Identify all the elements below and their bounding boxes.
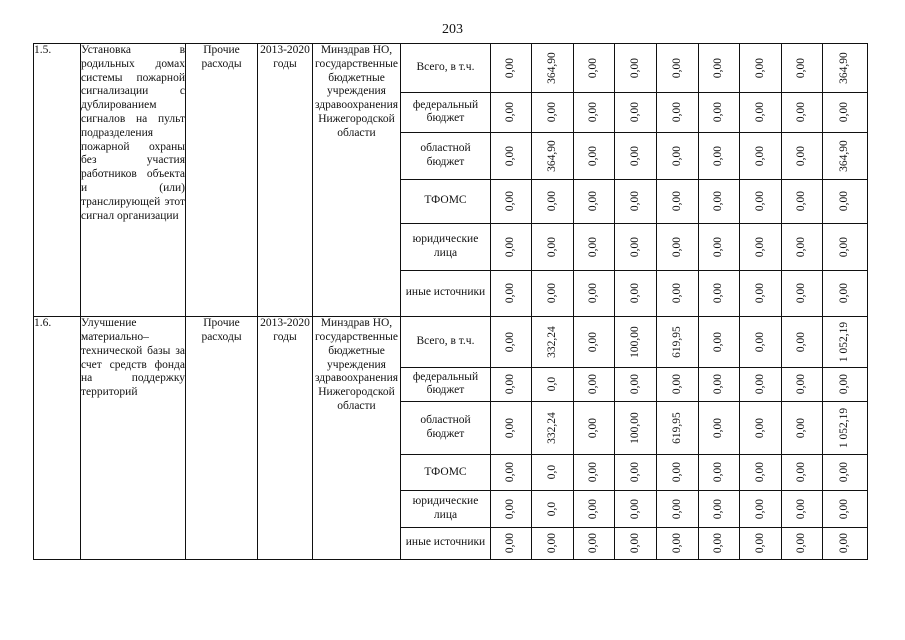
amount-cell	[740, 92, 782, 132]
amount-value: 0,00	[587, 533, 600, 554]
amount-value: 619,95	[670, 412, 683, 444]
amount-cell	[699, 527, 740, 559]
amount-value: 364,90	[838, 139, 851, 172]
amount-value: 0,00	[504, 145, 517, 166]
amount-cell	[532, 367, 574, 401]
amount-value: 0,00	[587, 498, 600, 519]
amount-cell	[491, 491, 532, 527]
funding-source: Всего, в т.ч.	[401, 317, 491, 368]
amount-cell	[823, 367, 868, 401]
amount-value: 0,00	[795, 191, 808, 212]
amount-cell	[782, 317, 823, 368]
amount-value: 0,00	[795, 145, 808, 166]
amount-cell	[782, 367, 823, 401]
amount-cell	[740, 527, 782, 559]
amount-cell	[615, 527, 657, 559]
amount-value: 0,0	[545, 377, 558, 392]
amount-value: 0,00	[712, 145, 725, 166]
amount-cell	[532, 402, 574, 455]
amount-value: 0,00	[753, 236, 766, 257]
amount-cell	[740, 179, 782, 224]
amount-cell	[532, 491, 574, 527]
amount-cell	[699, 133, 740, 180]
amount-cell	[491, 44, 532, 93]
amount-cell	[574, 454, 615, 490]
amount-value: 0,00	[838, 191, 851, 212]
executor: Минздрав НО, государственные бюджетные учреждения здравоохранения Нижегородской области	[313, 44, 401, 317]
amount-value: 0,00	[838, 374, 851, 395]
amount-cell	[782, 133, 823, 180]
amount-cell	[740, 270, 782, 317]
amount-value: 0,00	[753, 374, 766, 395]
amount-value: 0,00	[838, 236, 851, 257]
funding-source: юридические лица	[401, 491, 491, 527]
amount-value: 0,00	[795, 533, 808, 554]
amount-cell	[532, 527, 574, 559]
amount-value: 0,00	[712, 462, 725, 483]
amount-cell	[740, 224, 782, 271]
funding-source: иные источники	[401, 527, 491, 559]
amount-value: 0,00	[670, 283, 683, 304]
amount-cell	[782, 44, 823, 93]
amount-value: 0,00	[628, 236, 641, 257]
amount-value: 0,00	[587, 57, 600, 78]
amount-cell	[699, 317, 740, 368]
amount-value: 0,00	[504, 191, 517, 212]
amount-value: 100,00	[628, 412, 641, 444]
amount-value: 0,00	[628, 462, 641, 483]
amount-cell	[491, 402, 532, 455]
amount-cell	[491, 92, 532, 132]
amount-value: 332,24	[545, 326, 558, 358]
amount-cell	[699, 224, 740, 271]
amount-cell	[574, 44, 615, 93]
amount-value: 0,00	[670, 191, 683, 212]
amount-cell	[657, 224, 699, 271]
executor: Минздрав НО, государственные бюджетные учреждения здравоохранения Нижегородской области	[313, 317, 401, 560]
amount-value: 0,00	[545, 236, 558, 257]
amount-value: 0,00	[712, 417, 725, 438]
amount-cell	[574, 92, 615, 132]
amount-value: 0,00	[712, 102, 725, 123]
amount-cell	[740, 454, 782, 490]
amount-cell	[491, 527, 532, 559]
amount-value: 0,00	[753, 191, 766, 212]
amount-value: 0,00	[504, 331, 517, 352]
page-number: 203	[442, 22, 463, 37]
funding-source: федеральный бюджет	[401, 367, 491, 401]
amount-value: 0,00	[545, 191, 558, 212]
amount-value: 0,00	[587, 283, 600, 304]
amount-value: 0,00	[545, 102, 558, 123]
amount-value: 0,00	[753, 462, 766, 483]
item-description: Установка в родильных домах системы пожарной сигнализации с дублированием сигналов на пульт подразделения пожарной охраны без участия работников объекта и (или) транслирующей этот сигнал организации	[81, 44, 186, 317]
amount-value: 0,00	[504, 102, 517, 123]
amount-value: 0,00	[628, 374, 641, 395]
amount-cell	[823, 92, 868, 132]
amount-cell	[782, 491, 823, 527]
amount-value: 0,00	[504, 417, 517, 438]
amount-cell	[823, 44, 868, 93]
budget-table-body	[34, 44, 868, 560]
amount-cell	[532, 92, 574, 132]
amount-cell	[615, 179, 657, 224]
amount-cell	[574, 224, 615, 271]
amount-value: 0,00	[628, 102, 641, 123]
amount-value: 0,00	[628, 498, 641, 519]
amount-cell	[574, 179, 615, 224]
amount-cell	[782, 454, 823, 490]
amount-cell	[823, 317, 868, 368]
funding-source: ТФОМС	[401, 454, 491, 490]
amount-value: 0,00	[712, 191, 725, 212]
amount-cell	[574, 491, 615, 527]
amount-cell	[657, 491, 699, 527]
amount-cell	[782, 402, 823, 455]
amount-value: 0,00	[587, 191, 600, 212]
amount-value: 619,95	[670, 326, 683, 358]
amount-value: 0,00	[628, 533, 641, 554]
amount-cell	[823, 491, 868, 527]
period-years: 2013-2020 годы	[258, 317, 313, 560]
amount-value: 0,0	[545, 465, 558, 480]
amount-value: 100,00	[628, 326, 641, 358]
amount-value: 0,00	[587, 462, 600, 483]
amount-cell	[574, 133, 615, 180]
funding-source: Всего, в т.ч.	[401, 44, 491, 93]
expense-type: Прочие расходы	[186, 44, 258, 317]
amount-value: 0,00	[628, 57, 641, 78]
amount-cell	[532, 317, 574, 368]
amount-cell	[740, 491, 782, 527]
amount-value: 0,00	[795, 417, 808, 438]
amount-cell	[657, 133, 699, 180]
amount-value: 1 052,19	[838, 407, 851, 449]
amount-cell	[823, 527, 868, 559]
amount-cell	[615, 491, 657, 527]
amount-cell	[491, 179, 532, 224]
amount-cell	[782, 527, 823, 559]
amount-value: 0,00	[670, 57, 683, 78]
funding-source: ТФОМС	[401, 179, 491, 224]
amount-cell	[574, 270, 615, 317]
amount-cell	[699, 454, 740, 490]
amount-value: 0,00	[670, 533, 683, 554]
amount-cell	[532, 270, 574, 317]
amount-value: 0,00	[504, 236, 517, 257]
amount-cell	[740, 44, 782, 93]
amount-value: 0,00	[628, 145, 641, 166]
amount-value: 0,00	[545, 283, 558, 304]
amount-value: 0,00	[504, 374, 517, 395]
amount-cell	[782, 224, 823, 271]
amount-value: 364,90	[545, 51, 558, 84]
period-years: 2013-2020 годы	[258, 44, 313, 317]
amount-cell	[657, 527, 699, 559]
amount-value: 0,00	[838, 283, 851, 304]
amount-value: 0,00	[753, 533, 766, 554]
amount-cell	[532, 224, 574, 271]
amount-cell	[532, 44, 574, 93]
amount-cell	[657, 270, 699, 317]
amount-value: 0,00	[712, 331, 725, 352]
funding-source: областной бюджет	[401, 133, 491, 180]
amount-cell	[699, 92, 740, 132]
amount-value: 0,00	[587, 417, 600, 438]
amount-value: 0,00	[545, 533, 558, 554]
amount-value: 364,90	[838, 51, 851, 84]
amount-value: 0,00	[670, 236, 683, 257]
amount-cell	[782, 92, 823, 132]
amount-cell	[615, 133, 657, 180]
amount-value: 0,00	[753, 145, 766, 166]
amount-value: 1 052,19	[838, 321, 851, 363]
amount-cell	[615, 224, 657, 271]
amount-value: 0,00	[504, 462, 517, 483]
expense-type: Прочие расходы	[186, 317, 258, 560]
amount-value: 0,00	[587, 374, 600, 395]
amount-value: 0,00	[587, 102, 600, 123]
amount-cell	[491, 367, 532, 401]
amount-cell	[532, 454, 574, 490]
amount-value: 0,00	[670, 145, 683, 166]
amount-cell	[491, 454, 532, 490]
amount-value: 0,00	[504, 283, 517, 304]
amount-cell	[491, 224, 532, 271]
item-number: 1.6.	[34, 317, 81, 560]
amount-cell	[740, 367, 782, 401]
amount-cell	[782, 270, 823, 317]
amount-value: 0,00	[753, 283, 766, 304]
amount-value: 0,0	[545, 501, 558, 517]
amount-value: 0,00	[712, 498, 725, 519]
table-row	[34, 317, 868, 368]
amount-cell	[823, 454, 868, 490]
amount-cell	[491, 317, 532, 368]
amount-value: 0,00	[587, 236, 600, 257]
amount-cell	[574, 317, 615, 368]
amount-value: 0,00	[753, 102, 766, 123]
amount-value: 364,90	[545, 139, 558, 172]
amount-value: 0,00	[628, 283, 641, 304]
amount-value: 0,00	[712, 374, 725, 395]
amount-value: 0,00	[504, 57, 517, 78]
amount-value: 0,00	[504, 533, 517, 554]
amount-value: 0,00	[795, 236, 808, 257]
amount-value: 0,00	[670, 498, 683, 519]
amount-value: 0,00	[838, 498, 851, 519]
amount-value: 0,00	[795, 283, 808, 304]
amount-cell	[574, 367, 615, 401]
amount-cell	[657, 402, 699, 455]
amount-cell	[699, 44, 740, 93]
amount-cell	[823, 270, 868, 317]
amount-value: 0,00	[712, 283, 725, 304]
amount-cell	[615, 454, 657, 490]
amount-cell	[823, 402, 868, 455]
amount-cell	[699, 402, 740, 455]
amount-cell	[615, 270, 657, 317]
funding-source: областной бюджет	[401, 402, 491, 455]
funding-source: юридические лица	[401, 224, 491, 271]
amount-cell	[615, 317, 657, 368]
amount-value: 0,00	[504, 498, 517, 519]
amount-cell	[657, 454, 699, 490]
amount-value: 0,00	[670, 374, 683, 395]
amount-cell	[574, 527, 615, 559]
amount-cell	[699, 179, 740, 224]
amount-cell	[699, 270, 740, 317]
amount-value: 0,00	[838, 462, 851, 483]
amount-cell	[782, 179, 823, 224]
amount-value: 0,00	[795, 462, 808, 483]
amount-value: 332,24	[545, 412, 558, 444]
amount-value: 0,00	[587, 331, 600, 352]
amount-value: 0,00	[712, 57, 725, 78]
amount-value: 0,00	[753, 331, 766, 352]
amount-cell	[823, 179, 868, 224]
amount-cell	[740, 402, 782, 455]
amount-value: 0,00	[628, 191, 641, 212]
amount-cell	[491, 133, 532, 180]
amount-value: 0,00	[795, 102, 808, 123]
amount-value: 0,00	[753, 417, 766, 438]
amount-value: 0,00	[712, 533, 725, 554]
amount-cell	[823, 133, 868, 180]
amount-cell	[699, 367, 740, 401]
amount-cell	[740, 317, 782, 368]
amount-cell	[699, 491, 740, 527]
amount-value: 0,00	[795, 374, 808, 395]
amount-cell	[823, 224, 868, 271]
amount-cell	[491, 270, 532, 317]
amount-value: 0,00	[753, 57, 766, 78]
funding-source: федеральный бюджет	[401, 92, 491, 132]
amount-cell	[657, 367, 699, 401]
amount-value: 0,00	[795, 331, 808, 352]
amount-cell	[740, 133, 782, 180]
table-row	[34, 44, 868, 93]
amount-value: 0,00	[838, 533, 851, 554]
amount-cell	[657, 44, 699, 93]
amount-value: 0,00	[795, 57, 808, 78]
amount-value: 0,00	[795, 498, 808, 519]
amount-value: 0,00	[753, 498, 766, 519]
amount-value: 0,00	[712, 236, 725, 257]
funding-source: иные источники	[401, 270, 491, 317]
amount-value: 0,00	[670, 462, 683, 483]
amount-cell	[657, 92, 699, 132]
amount-cell	[657, 179, 699, 224]
budget-table	[33, 43, 868, 560]
amount-cell	[657, 317, 699, 368]
amount-value: 0,00	[670, 102, 683, 123]
amount-cell	[615, 402, 657, 455]
amount-cell	[532, 179, 574, 224]
amount-cell	[615, 367, 657, 401]
amount-cell	[574, 402, 615, 455]
amount-cell	[615, 92, 657, 132]
amount-cell	[532, 133, 574, 180]
item-number: 1.5.	[34, 44, 81, 317]
amount-cell	[615, 44, 657, 93]
item-description: Улучшение материально–технической базы за счет средств фонда на поддержку территорий	[81, 317, 186, 560]
amount-value: 0,00	[587, 145, 600, 166]
amount-value: 0,00	[838, 102, 851, 123]
